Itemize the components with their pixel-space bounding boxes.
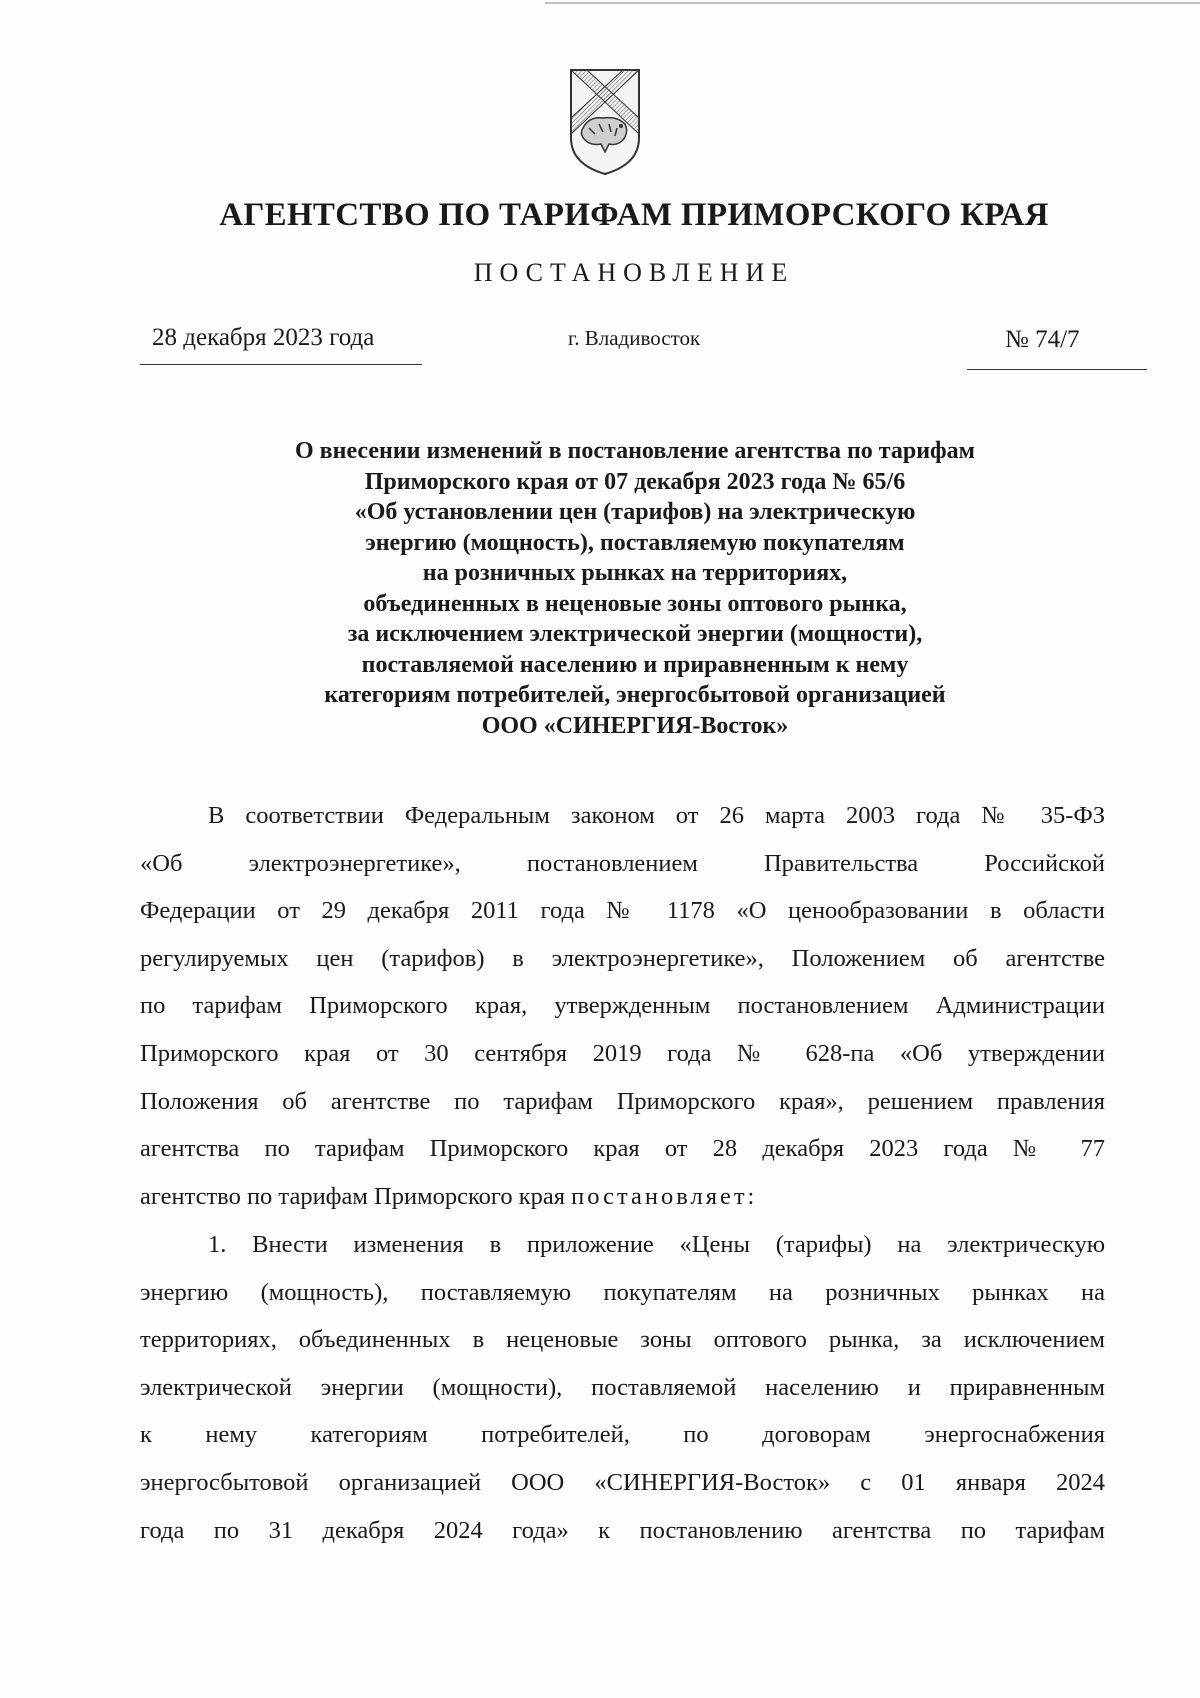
- subject-line: категориям потребителей, энергосбытовой организацией: [324, 682, 946, 708]
- body-line: В соответствии Федеральным законом от 26 марта 2003 года № 35-ФЗ: [208, 802, 1105, 829]
- body-line: территориях, объединенных в неценовые зоны оптового рынка, за исключением: [140, 1326, 1105, 1354]
- body-line: к нему категориям потребителей, по договорам энергоснабжения: [140, 1421, 1105, 1449]
- body-line: Федерации от 29 декабря 2011 года № 1178 «О ценообразовании в области: [140, 897, 1105, 925]
- scan-edge-line: [545, 2, 1200, 4]
- body-line: регулируемых цен (тарифов) в электроэнергетике», Положением об агентстве: [140, 944, 1105, 972]
- agency-title: АГЕНТСТВО ПО ТАРИФАМ ПРИМОРСКОГО КРАЯ: [219, 197, 1049, 233]
- body-line: Положения об агентстве по тарифам Приморского края», решением правления: [140, 1087, 1105, 1115]
- body-line: энергию (мощность), поставляемую покупателям на розничных рынках на: [140, 1278, 1105, 1306]
- date-underline: [140, 364, 422, 365]
- number-underline: [967, 369, 1147, 370]
- subject-line: ООО «СИНЕРГИЯ-Восток»: [481, 712, 789, 739]
- body-line: по тарифам Приморского края, утвержденным постановлением Администрации: [140, 992, 1105, 1020]
- subject-line: «Об установлении цен (тарифов) на электрическую: [354, 499, 916, 525]
- document-subject: [180, 436, 1090, 741]
- body-line: года по 31 декабря 2024 года» к постановлению агентства по тарифам: [140, 1516, 1105, 1544]
- subject-line: на розничных рынках на территориях,: [422, 560, 848, 586]
- subject-line: энергию (мощность), поставляемую покупателям: [365, 529, 905, 556]
- subject-line: Приморского края от 07 декабря 2023 года № 65/6: [364, 468, 906, 495]
- document-date: 28 декабря 2023 года: [152, 324, 375, 351]
- body-line: энергосбытовой организацией ООО «СИНЕРГИЯ-Восток» с 01 января 2024: [140, 1468, 1105, 1496]
- document-city: г. Владивосток: [568, 326, 701, 350]
- item-1-paragraph: [140, 1221, 1105, 1554]
- subject-line: О внесении изменений в постановление агентства по тарифам: [295, 438, 975, 464]
- resolves-word: постановляет:: [571, 1182, 758, 1210]
- subject-line: поставляемой населению и приравненным к нему: [361, 651, 909, 678]
- document-type-heading: ПОСТАНОВЛЕНИЕ: [473, 258, 795, 287]
- coat-of-arms-emblem: [565, 66, 645, 178]
- subject-line: объединенных в неценовые зоны оптового рынка,: [363, 590, 907, 617]
- body-line: агентства по тарифам Приморского края от 28 декабря 2023 года № 77: [140, 1135, 1105, 1163]
- document-number: № 74/7: [1005, 326, 1080, 353]
- body-line: Приморского края от 30 сентября 2019 года № 628-па «Об утверждении: [140, 1039, 1105, 1067]
- body-line-text: агентство по тарифам Приморского края: [140, 1182, 566, 1210]
- body-line: электрической энергии (мощности), поставляемой населению и приравненным: [140, 1373, 1105, 1401]
- subject-line: за исключением электрической энергии (мощности),: [347, 621, 923, 647]
- preamble-paragraph: [140, 792, 1105, 1220]
- body-line: «Об электроэнергетике», постановлением Правительства Российской: [140, 849, 1105, 877]
- body-line: 1. Внести изменения в приложение «Цены (тарифы) на электрическую: [208, 1231, 1105, 1258]
- body-line-final: [140, 1173, 1105, 1221]
